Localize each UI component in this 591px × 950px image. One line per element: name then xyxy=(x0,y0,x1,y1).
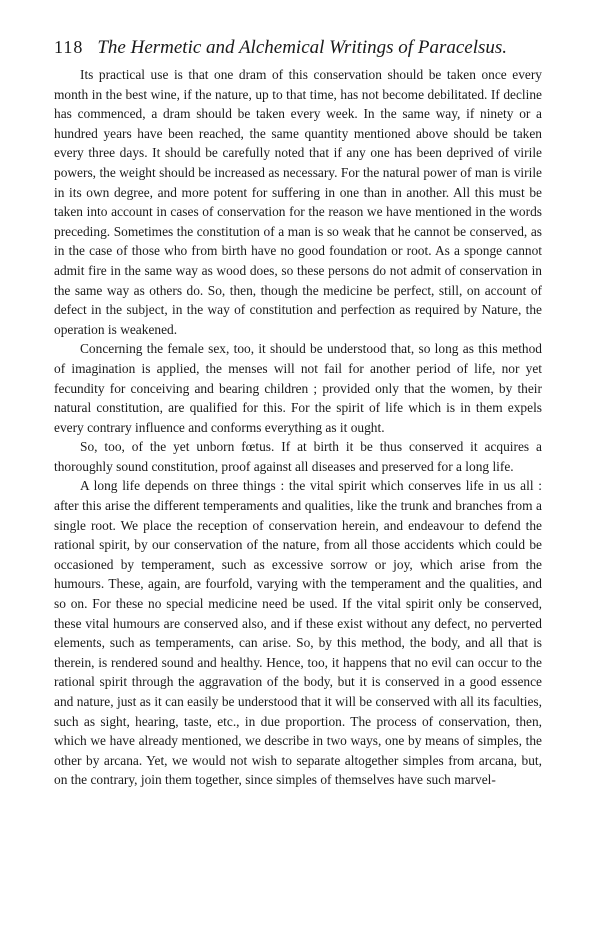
page-number: 118 xyxy=(54,37,84,57)
paragraph-conservation-dosage: Its practical use is that one dram of this conservation should be taken once every month in the best wine, if the nature, up to that time, has not become debilitated. If decline has commenced, a dram should be taken every week. In the same way, if ninety or a hundred years have been reached, the same quantity mentioned above should be taken every three days. It should be carefully noted that if any one has been deprived of virile powers, the weight should be increased as necessary. For the natural power of man is virile in its own degree, and more potent for suffering in one than in another. All this must be taken into account in cases of conservation for the reason we have mentioned in the words preceding. Sometimes the constitution of a man is so weak that he cannot be conserved, as in the case of those who from birth have no good foundation or root. As a sponge cannot admit fire in the same way as wood does, so these persons do not admit of conservation in the same way as others do. So, then, though the medicine be perfect, still, on account of defect in the subject, in the way of constitution and perfection as required by Nature, the operation is weakened. xyxy=(54,67,542,337)
running-title: The Hermetic and Alchemical Writings of Paracelsus. xyxy=(97,37,508,58)
paragraph-long-life: A long life depends on three things : the vital spirit which conserves life in us all : after this arise the different temperaments and qualities, like the trunk and branches from a single root. We place the reception of conservation herein, and endeavour to defend the rational spirit, by our conservation of the nature, from all those accidents which could be occasioned by temperament, such as excessive sorrow or joy, which arise from the humours. These, again, are fourfold, varying with the temperament and the qualities, and so on. For these no special medicine need be used. If the vital spirit only be conserved, these vital humours are conserved also, and if these exist without any defect, no perverted elements, such as temperaments, can arise. So, by this method, the body, and all that is therein, is rendered sound and healthy. Hence, too, it happens that no evil can occur to the rational spirit through the aggravation of the body, but it is conserved in a good essence and nature, just as it can easily be understood that it will be conserved with all its faculties, such as sight, hearing, taste, etc., in due proportion. The process of conservation, then, which we have already mentioned, we describe in two ways, one by means of simples, the other by arcana. Yet, we would not wish to separate altogether simples from arcana, but, on the contrary, join them together, since simples of themselves have such marvel- xyxy=(54,478,542,788)
body-text xyxy=(54,65,542,790)
book-page xyxy=(54,36,542,790)
paragraph-unborn-foetus: So, too, of the yet unborn fœtus. If at birth it be thus conserved it acquires a thoroughly sound constitution, proof against all diseases and preserved for a long life. xyxy=(54,439,542,474)
paragraph-female-sex: Concerning the female sex, too, it should be understood that, so long as this method of imagination is applied, the menses will not fail for another period of life, nor yet fecundity for conceiving and bearing children ; provided only that the women, by their natural constitution, are qualified for this. For the spirit of life which is in them expels every contrary influence and conforms everything as it ought. xyxy=(54,341,542,435)
running-head xyxy=(54,36,542,59)
